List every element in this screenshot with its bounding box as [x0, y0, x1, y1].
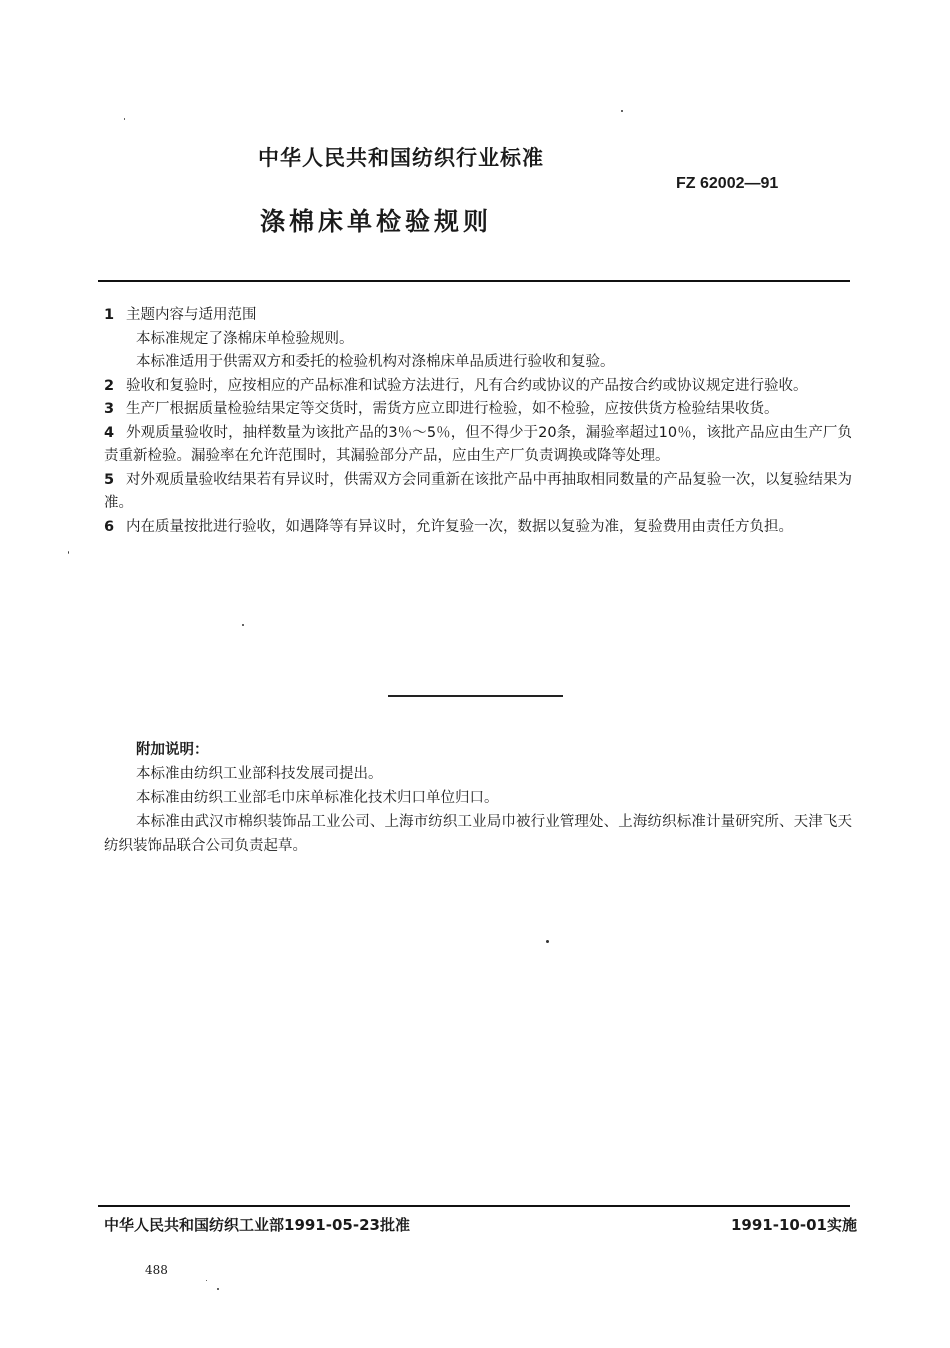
notes-line: 本标准由纺织工业部科技发展司提出。: [136, 766, 383, 782]
clause-1: [104, 304, 852, 328]
notes-line: 本标准由武汉市棉织装饰品工业公司、上海市纺织工业局巾被行业管理处、上海纺织标准计量研究所、天津飞天纺织装饰品联合公司负责起草。: [104, 814, 852, 854]
clause-1-sub-2: [104, 351, 852, 375]
notes-line: 本标准由纺织工业部毛巾床单标准化技术归口单位归口。: [136, 790, 499, 806]
scan-speck: [621, 110, 623, 112]
clause-text: 生产厂根据质量检验结果定等交货时，需货方应立即进行检验，如不检验，应按供货方检验结果收货。: [126, 401, 779, 417]
clause-text: 外观质量验收时，抽样数量为该批产品的3％～5％，但不得少于20条，漏验率超过10％，该批产品应由生产厂负责重新检验。漏验率在允许范围时，其漏验部分产品，应由生产厂负责调换或降等处理。: [104, 424, 852, 464]
page-number: 488: [145, 1263, 168, 1277]
clause-text: 本标准适用于供需双方和委托的检验机构对涤棉床单品质进行验收和复验。: [136, 354, 615, 370]
clause-5: [104, 469, 852, 516]
clause-text: 主题内容与适用范围: [126, 307, 257, 323]
scan-speck: [206, 1280, 207, 1281]
notes-heading: 附加说明：: [136, 742, 209, 758]
header-divider: [98, 280, 850, 282]
clause-number: 6: [104, 518, 115, 535]
clause-6: [104, 516, 852, 540]
clause-2: [104, 375, 852, 399]
scan-speck: [68, 551, 69, 554]
clauses-body: [104, 304, 852, 539]
section-divider: [388, 695, 563, 697]
clause-number: 5: [104, 471, 115, 488]
clause-4: [104, 422, 852, 469]
implementation-date: 1991-10-01实施: [731, 1216, 857, 1234]
scan-speck: [242, 624, 244, 626]
clause-text: 验收和复验时，应按相应的产品标准和试验方法进行，凡有合约或协议的产品按合约或协议规定进行验收。: [126, 377, 808, 394]
document-title: 涤棉床单检验规则: [260, 207, 493, 236]
approval-line: 中华人民共和国纺织工业部1991-05-23批准: [104, 1216, 410, 1234]
clause-number: 1: [104, 307, 115, 323]
additional-notes: [104, 738, 852, 858]
standard-title: 中华人民共和国纺织行业标准: [258, 146, 544, 170]
clause-text: 本标准规定了涤棉床单检验规则。: [136, 330, 354, 347]
scan-speck: [546, 940, 549, 943]
clause-number: 3: [104, 401, 115, 417]
standard-code: FZ 62002—91: [676, 175, 779, 192]
footer-divider: [98, 1205, 850, 1207]
scan-speck: [217, 1288, 219, 1290]
clause-1-sub-1: [104, 328, 852, 352]
clause-number: 4: [104, 424, 115, 441]
clause-number: 2: [104, 377, 115, 394]
clause-text: 对外观质量验收结果若有异议时，供需双方会同重新在该批产品中再抽取相同数量的产品复验一次，以复验结果为准。: [104, 471, 852, 511]
scan-speck: [124, 118, 125, 120]
clause-3: [104, 398, 852, 422]
clause-text: 内在质量按批进行验收，如遇降等有异议时，允许复验一次，数据以复验为准，复验费用由责任方负担。: [126, 518, 793, 535]
